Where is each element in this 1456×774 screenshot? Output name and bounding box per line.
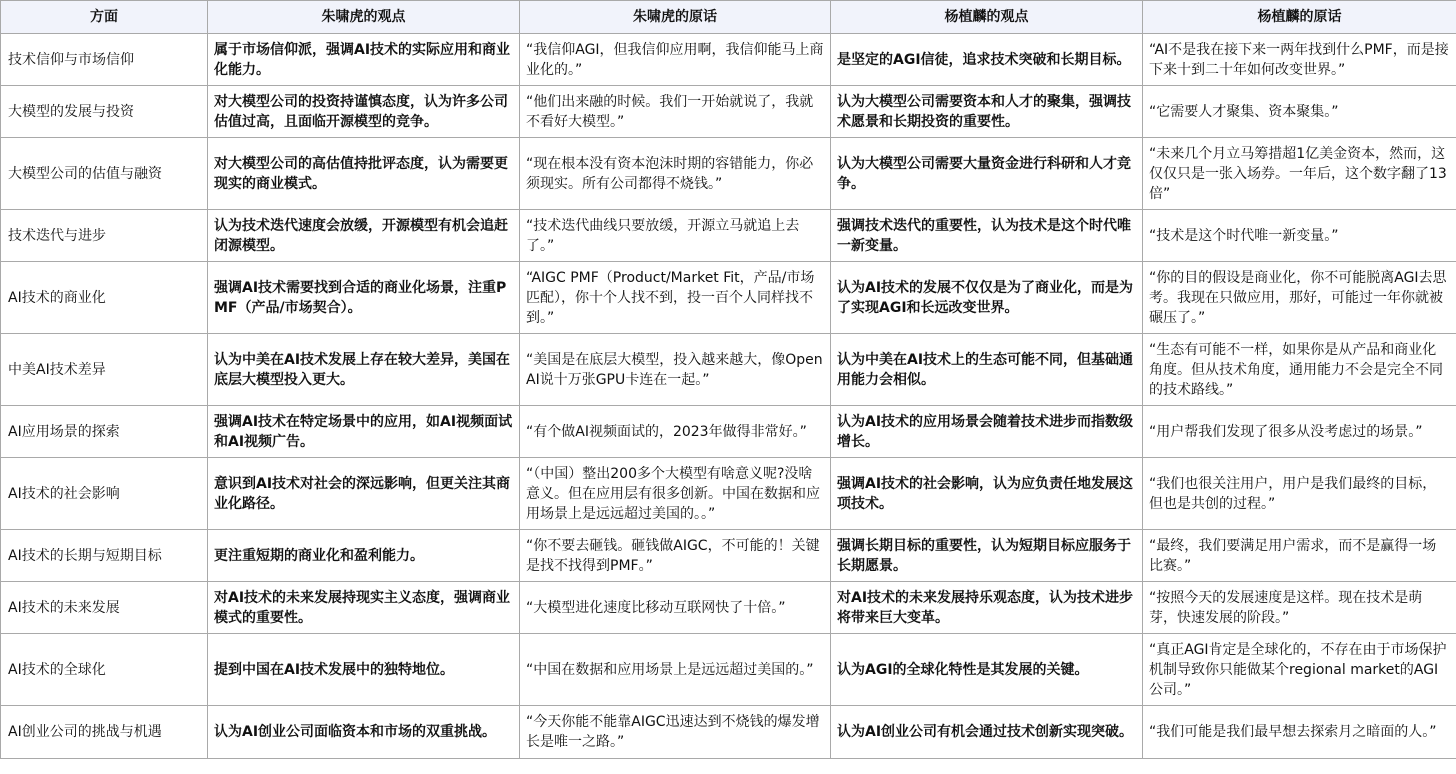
yang-quote-cell: “最终，我们要满足用户需求，而不是赢得一场比赛。” — [1143, 530, 1456, 582]
table-row — [1, 530, 1456, 582]
yang-view-cell: 认为AI创业公司有机会通过技术创新实现突破。 — [831, 706, 1143, 759]
yang-quote-cell: “技术是这个时代唯一新变量。” — [1143, 210, 1456, 262]
aspect-cell: AI技术的商业化 — [1, 262, 208, 334]
aspect-cell: AI创业公司的挑战与机遇 — [1, 706, 208, 759]
header-yang-quote: 杨植麟的原话 — [1143, 1, 1456, 34]
zhu-quote-cell: “中国在数据和应用场景上是远远超过美国的。” — [520, 634, 831, 706]
yang-view-cell: 认为大模型公司需要大量资金进行科研和人才竞争。 — [831, 138, 1143, 210]
yang-quote-cell: “生态有可能不一样，如果你是从产品和商业化角度。但从技术角度，通用能力不会是完全不同的技术路线。” — [1143, 334, 1456, 406]
header-row — [1, 1, 1456, 34]
yang-view-cell: 认为AI技术的应用场景会随着技术进步而指数级增长。 — [831, 406, 1143, 458]
header-aspect: 方面 — [1, 1, 208, 34]
aspect-cell: 中美AI技术差异 — [1, 334, 208, 406]
zhu-view-cell: 意识到AI技术对社会的深远影响，但更关注其商业化路径。 — [208, 458, 520, 530]
yang-quote-cell: “用户帮我们发现了很多从没考虑过的场景。” — [1143, 406, 1456, 458]
zhu-view-cell: 认为技术迭代速度会放缓，开源模型有机会追赶闭源模型。 — [208, 210, 520, 262]
header-zhu-view: 朱啸虎的观点 — [208, 1, 520, 34]
yang-quote-cell: “AI不是我在接下来一两年找到什么PMF，而是接下来十到二十年如何改变世界。” — [1143, 34, 1456, 86]
yang-view-cell: 认为大模型公司需要资本和人才的聚集，强调技术愿景和长期投资的重要性。 — [831, 86, 1143, 138]
aspect-cell: AI技术的未来发展 — [1, 582, 208, 634]
zhu-quote-cell: “（中国）整出200多个大模型有啥意义呢?没啥意义。但在应用层有很多创新。中国在数据和应用场景上是远远超过美国的。。” — [520, 458, 831, 530]
aspect-cell: 技术迭代与进步 — [1, 210, 208, 262]
zhu-view-cell: 对AI技术的未来发展持现实主义态度，强调商业模式的重要性。 — [208, 582, 520, 634]
yang-view-cell: 强调AI技术的社会影响，认为应负责任地发展这项技术。 — [831, 458, 1143, 530]
zhu-view-cell: 强调AI技术需要找到合适的商业化场景，注重PMF（产品/市场契合）。 — [208, 262, 520, 334]
header-zhu-quote: 朱啸虎的原话 — [520, 1, 831, 34]
aspect-cell: 大模型公司的估值与融资 — [1, 138, 208, 210]
zhu-view-cell: 更注重短期的商业化和盈利能力。 — [208, 530, 520, 582]
zhu-view-cell: 属于市场信仰派，强调AI技术的实际应用和商业化能力。 — [208, 34, 520, 86]
yang-view-cell: 强调技术迭代的重要性，认为技术是这个时代唯一新变量。 — [831, 210, 1143, 262]
yang-quote-cell: “它需要人才聚集、资本聚集。” — [1143, 86, 1456, 138]
yang-view-cell: 强调长期目标的重要性，认为短期目标应服务于长期愿景。 — [831, 530, 1143, 582]
table-row — [1, 210, 1456, 262]
zhu-view-cell: 认为AI创业公司面临资本和市场的双重挑战。 — [208, 706, 520, 759]
zhu-quote-cell: “今天你能不能靠AIGC迅速达到不烧钱的爆发增长是唯一之路。” — [520, 706, 831, 759]
zhu-view-cell: 提到中国在AI技术发展中的独特地位。 — [208, 634, 520, 706]
yang-view-cell: 认为AGI的全球化特性是其发展的关键。 — [831, 634, 1143, 706]
aspect-cell: AI技术的长期与短期目标 — [1, 530, 208, 582]
zhu-view-cell: 对大模型公司的高估值持批评态度，认为需要更现实的商业模式。 — [208, 138, 520, 210]
yang-quote-cell: “按照今天的发展速度是这样。现在技术是萌芽，快速发展的阶段。” — [1143, 582, 1456, 634]
table-row — [1, 634, 1456, 706]
zhu-quote-cell: “AIGC PMF（Product/Market Fit，产品/市场匹配），你十个人找不到，投一百个人同样找不到。” — [520, 262, 831, 334]
zhu-quote-cell: “美国是在底层大模型，投入越来越大，像OpenAI说十万张GPU卡连在一起。” — [520, 334, 831, 406]
table-row — [1, 262, 1456, 334]
yang-quote-cell: “我们可能是我们最早想去探索月之暗面的人。” — [1143, 706, 1456, 759]
zhu-view-cell: 对大模型公司的投资持谨慎态度，认为许多公司估值过高，且面临开源模型的竞争。 — [208, 86, 520, 138]
header-yang-view: 杨植麟的观点 — [831, 1, 1143, 34]
yang-quote-cell: “真正AGI肯定是全球化的，不存在由于市场保护机制导致你只能做某个regional market的AGI公司。” — [1143, 634, 1456, 706]
zhu-quote-cell: “现在根本没有资本泡沫时期的容错能力，你必须现实。所有公司都得不烧钱。” — [520, 138, 831, 210]
table-row — [1, 582, 1456, 634]
zhu-quote-cell: “我信仰AGI，但我信仰应用啊，我信仰能马上商业化的。” — [520, 34, 831, 86]
yang-quote-cell: “我们也很关注用户，用户是我们最终的目标，但也是共创的过程。” — [1143, 458, 1456, 530]
table-row — [1, 34, 1456, 86]
aspect-cell: 大模型的发展与投资 — [1, 86, 208, 138]
zhu-view-cell: 强调AI技术在特定场景中的应用，如AI视频面试和AI视频广告。 — [208, 406, 520, 458]
table-row — [1, 458, 1456, 530]
zhu-quote-cell: “技术迭代曲线只要放缓，开源立马就追上去了。” — [520, 210, 831, 262]
zhu-quote-cell: “大模型进化速度比移动互联网快了十倍。” — [520, 582, 831, 634]
table-row — [1, 138, 1456, 210]
yang-view-cell: 认为AI技术的发展不仅仅是为了商业化，而是为了实现AGI和长远改变世界。 — [831, 262, 1143, 334]
table-row — [1, 334, 1456, 406]
yang-quote-cell: “你的目的假设是商业化，你不可能脱离AGI去思考。我现在只做应用，那好，可能过一年你就被碾压了。” — [1143, 262, 1456, 334]
aspect-cell: AI应用场景的探索 — [1, 406, 208, 458]
table-row — [1, 406, 1456, 458]
yang-quote-cell: “未来几个月立马筹措超1亿美金资本，然而，这仅仅只是一张入场券。一年后，这个数字翻了13倍” — [1143, 138, 1456, 210]
yang-view-cell: 是坚定的AGI信徒，追求技术突破和长期目标。 — [831, 34, 1143, 86]
yang-view-cell: 认为中美在AI技术上的生态可能不同，但基础通用能力会相似。 — [831, 334, 1143, 406]
zhu-view-cell: 认为中美在AI技术发展上存在较大差异，美国在底层大模型投入更大。 — [208, 334, 520, 406]
table-row — [1, 86, 1456, 138]
yang-view-cell: 对AI技术的未来发展持乐观态度，认为技术进步将带来巨大变革。 — [831, 582, 1143, 634]
aspect-cell: AI技术的社会影响 — [1, 458, 208, 530]
zhu-quote-cell: “你不要去砸钱。砸钱做AIGC，不可能的！关键是找不找得到PMF。” — [520, 530, 831, 582]
aspect-cell: 技术信仰与市场信仰 — [1, 34, 208, 86]
aspect-cell: AI技术的全球化 — [1, 634, 208, 706]
zhu-quote-cell: “有个做AI视频面试的，2023年做得非常好。” — [520, 406, 831, 458]
table-row — [1, 706, 1456, 759]
zhu-quote-cell: “他们出来融的时候。我们一开始就说了，我就不看好大模型。” — [520, 86, 831, 138]
